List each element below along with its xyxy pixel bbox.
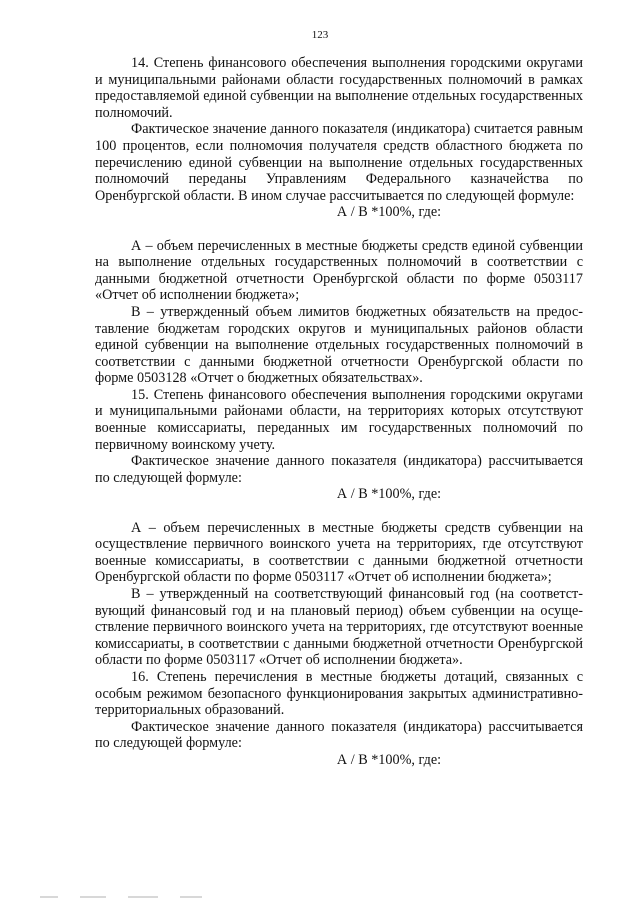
formula-16: А / В *100%, где: [336,751,442,768]
paragraph-16-title: 16. Степень перечисления в местные бюджеты дотаций, связанных с особым режимом безопасного функционирования закрытых административно-территориальных образований. [95,668,583,719]
scan-mark [40,896,58,898]
spacer [95,503,583,520]
paragraph-15-b-definition: В – утвержденный на соответствующий финансовый год (на соответствующий финансовый год и на плановый период) объем субвенции на осуществление первичного воинского учета на территориях, где отсутствуют военные комиссариаты, в соответствии с данными бюджетной отчетности Оренбургской области по форме 0503117 «Отчет об исполнении бюджета». [95,586,583,669]
document-body [95,55,583,769]
paragraph-15-description: Фактическое значение данного показателя (индикатора) рассчитывается по следующей формуле: [95,453,583,486]
spacer [95,221,583,238]
scan-mark [180,896,202,898]
paragraph-14-description: Фактическое значение данного показателя (индикатора) считается равным 100 процентов, если полномочия получателя средств областного бюджета по перечислению единой субвенции на выполнение отдельных государственных полномочий переданы Управлениям Федерального казначейства по Оренбургской области. В ином случае рассчитывается по следующей формуле: [95,121,583,204]
formula-14: А / В *100%, где: [336,204,442,221]
paragraph-14-b-definition: В – утвержденный объем лимитов бюджетных обязательств на предоставление бюджетам городских округов и муниципальных районов области единой субвенции на выполнение отдельных государственных полномочий в соответствии с данными бюджетной отчетности Оренбургской области по форме 0503128 «Отчет о бюджетных обязательствах». [95,303,583,387]
paragraph-15-a-definition: А – объем перечисленных в местные бюджеты средств субвенции на осуществление первичного воинского учета на территориях, где отсутствуют военные комиссариаты, в соответствии с данными бюджетной отчетности Оренбургской области по форме 0503117 «Отчет об исполнении бюджета»; [95,519,583,586]
scan-mark [80,896,106,898]
paragraph-14-title: 14. Степень финансового обеспечения выполнения городскими округами и муниципальными районами области государственных полномочий в рамках предоставляемой единой субвенции на выполнение отдельных государственных полномочий. [95,55,583,121]
scan-artifacts [40,896,240,900]
paragraph-14-a-definition: А – объем перечисленных в местные бюджеты средств единой субвенции на выполнение отдельных государственных полномочий в соответствии с данными бюджетной отчетности Оренбургской области по форме 0503117 «Отчет об исполнении бюджета»; [95,237,583,304]
page-number: 123 [311,29,329,41]
paragraph-16-description: Фактическое значение данного показателя (индикатора) рассчитывается по следующей формуле: [95,718,583,752]
formula-15: А / В *100%, где: [336,486,442,503]
paragraph-15-title: 15. Степень финансового обеспечения выполнения городскими округами и муниципальными районами области, на территориях которых отсутствуют военные комиссариаты, переданных им государственных полномочий по первичному воинскому учету. [95,386,583,453]
scan-mark [128,896,158,898]
